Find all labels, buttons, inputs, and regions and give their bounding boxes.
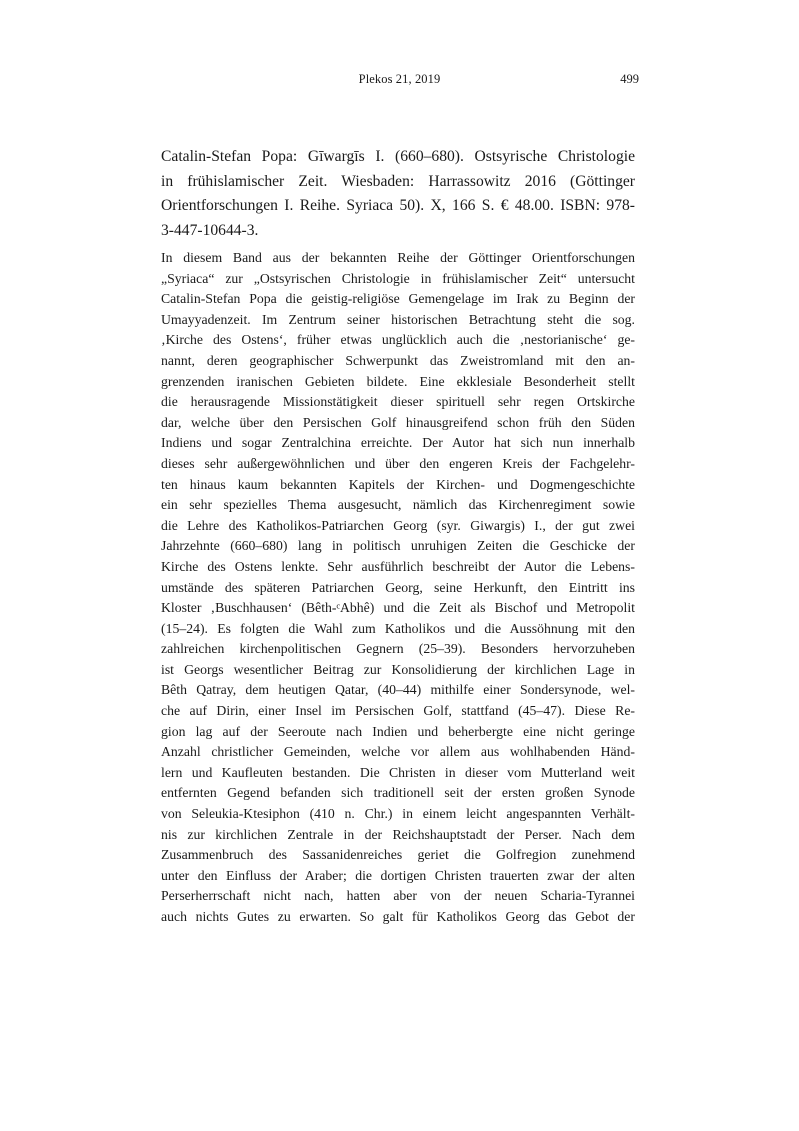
body-line: dar, welche über den Persischen Golf hinausgreifend schon früh den Süden — [161, 414, 635, 430]
reference-line: Catalin-Stefan Popa: Gīwargīs I. (660–680). Ostsyrische Christologie — [161, 148, 635, 165]
reference-line: 3-447-10644-3. — [161, 221, 259, 239]
body-line: dieses sehr außergewöhnlichen und über den engeren Kreis der Fachgelehr- — [161, 455, 635, 471]
body-line: umstände des späteren Patriarchen Georg, seine Herkunft, den Eintritt ins — [161, 579, 635, 595]
body-line: gion lag auf der Seeroute nach Indien und beherbergte eine nicht geringe — [161, 723, 635, 739]
body-line: Jahrzehnte (660–680) lang in politisch unruhigen Zeiten die Geschicke der — [161, 538, 635, 554]
body-line: ist Georgs wesentlicher Beitrag zur Konsolidierung der kirchlichen Lage in — [161, 661, 635, 677]
body-line: Kloster ‚Buschhausen‘ (Bêth-ᶜAbhê) und die Zeit als Bischof und Metropolit — [161, 600, 635, 616]
body-line: che auf Dirin, einer Insel im Persischen Golf, stattfand (45–47). Diese Re- — [161, 703, 635, 719]
body-line: zahlreichen kirchenpolitischen Gegnern (25–39). Besonders hervorzuheben — [161, 641, 635, 657]
book-reference — [161, 145, 635, 243]
body-line: die Lehre des Katholikos-Patriarchen Georg (syr. Giwargis) I., der gut zwei — [161, 517, 635, 533]
journal-name: Plekos 21, 2019 — [358, 72, 441, 86]
body-line: nis zur kirchlichen Zentrale in der Reichshauptstadt der Perser. Nach dem — [161, 826, 635, 842]
body-line: Indiens und sogar Zentralchina erreichte. Der Autor hat sich nun innerhalb — [161, 435, 635, 451]
body-line: ten hinaus kaum bekannten Kapitels der Kirchen- und Dogmengeschichte — [161, 476, 635, 492]
body-line: auch nichts Gutes zu erwarten. So galt für Katholikos Georg das Gebot der — [161, 909, 635, 924]
body-line: Anzahl christlicher Gemeinden, welche vor allem aus wohlhabenden Händ- — [161, 744, 635, 760]
body-line: Kirche des Ostens lenkte. Sehr ausführlich beschreibt der Autor die Lebens- — [161, 558, 635, 574]
body-line: „Syriaca“ zur „Ostsyrischen Christologie in frühislamischer Zeit“ untersucht — [161, 270, 635, 286]
body-line: nannt, deren geographischer Schwerpunkt das Zweistromland mit den an- — [161, 352, 635, 368]
body-line: Zusammenbruch des Sassanidenreiches geriet die Golfregion zunehmend — [161, 847, 635, 863]
body-line: entfernten Gegend befanden sich traditionell seit der ersten großen Synode — [161, 785, 635, 801]
body-line: von Seleukia-Ktesiphon (410 n. Chr.) in einem leicht angespannten Verhält- — [161, 806, 635, 822]
body-line: In diesem Band aus der bekannten Reihe der Göttinger Orientforschungen — [161, 250, 635, 265]
body-line: ‚Kirche des Ostens‘, früher etwas unglücklich auch die ‚nestorianische‘ ge- — [161, 332, 635, 348]
reference-line: Orientforschungen I. Reihe. Syriaca 50). X, 166 S. € 48.00. ISBN: 978- — [161, 197, 635, 214]
body-line: Bêth Qatray, dem heutigen Qatar, (40–44) mithilfe einer Sondersynode, wel- — [161, 682, 635, 698]
running-head — [0, 72, 799, 92]
body-line: (15–24). Es folgten die Wahl zum Katholikos und die Aussöhnung mit den — [161, 620, 635, 636]
body-line: die herausragende Missionstätigkeit dieser spirituell sehr regen Ortskirche — [161, 394, 635, 410]
reference-line: in frühislamischer Zeit. Wiesbaden: Harrassowitz 2016 (Göttinger — [161, 172, 635, 190]
body-line: lern und Kaufleuten bestanden. Die Christen in dieser vom Mutterland weit — [161, 764, 635, 780]
page-number: 499 — [620, 72, 639, 86]
body-line: ein sehr spezielles Thema ausgesucht, nämlich das Kirchenregiment sowie — [161, 497, 635, 513]
body-line: Catalin-Stefan Popa die geistig-religiöse Gemengelage im Irak zu Beginn der — [161, 291, 635, 307]
body-line: Umayyadenzeit. Im Zentrum seiner historischen Betrachtung steht die sog. — [161, 311, 635, 327]
body-line: Perserherrschaft nicht nach, hatten aber von der neuen Scharia-Tyrannei — [161, 888, 635, 904]
body-line: grenzenden iranischen Gebieten bildete. Eine ekklesiale Besonderheit stellt — [161, 373, 635, 389]
review-body — [161, 248, 635, 928]
body-line: unter den Einfluss der Araber; die dortigen Christen trauerten zwar der alten — [161, 867, 635, 883]
